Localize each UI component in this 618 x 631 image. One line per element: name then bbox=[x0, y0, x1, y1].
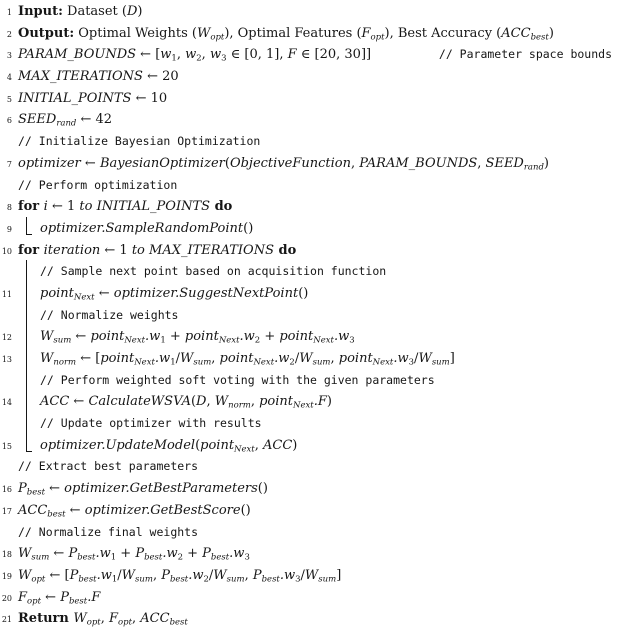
code-segment: , bbox=[254, 437, 263, 453]
code-segment: best bbox=[530, 32, 549, 43]
code-statement bbox=[12, 608, 188, 631]
code-segment: point bbox=[338, 351, 373, 366]
algo-line-11 bbox=[0, 218, 618, 240]
algo-line-27 bbox=[0, 565, 618, 587]
comment-text: // Update optimizer with results bbox=[40, 416, 262, 431]
algo-line-20 bbox=[0, 413, 618, 435]
code-segment: i bbox=[43, 199, 48, 215]
code-segment: ) bbox=[292, 437, 298, 453]
code-segment: optimizer.SampleRandomPoint bbox=[40, 220, 244, 236]
code-segment: point bbox=[279, 329, 314, 345]
code-segment: Next bbox=[134, 357, 155, 368]
code-segment: P bbox=[69, 567, 79, 583]
algo-line-13 bbox=[0, 261, 618, 283]
code-segment: point bbox=[90, 329, 125, 345]
code-segment: point bbox=[259, 394, 294, 410]
code-segment: ← 10 bbox=[131, 90, 168, 106]
code-segment: ), Optimal Features ( bbox=[224, 25, 362, 41]
code-segment: 2 bbox=[196, 53, 202, 64]
code-segment: norm bbox=[53, 357, 77, 368]
code-segment: best bbox=[169, 617, 188, 628]
code-segment: + bbox=[116, 546, 136, 562]
code-segment: , bbox=[132, 611, 141, 627]
code-segment: sum bbox=[312, 357, 331, 368]
code-segment: best bbox=[261, 574, 280, 585]
line-number: 13 bbox=[1, 355, 12, 364]
code-segment: ACC bbox=[263, 437, 293, 453]
comment-text: // Perform weighted soft voting with the given parameters bbox=[40, 372, 435, 387]
code-segment: ACC bbox=[18, 502, 48, 518]
code-segment: Next bbox=[218, 335, 240, 346]
line-number: 3 bbox=[6, 51, 12, 61]
code-segment: + bbox=[260, 329, 280, 345]
comment-line bbox=[12, 131, 260, 153]
algo-line-16 bbox=[0, 326, 618, 348]
code-segment: sum bbox=[431, 357, 450, 368]
code-segment: optimizer.GetBestScore bbox=[84, 502, 241, 518]
code-segment: opt bbox=[31, 574, 46, 585]
code-segment: point bbox=[200, 437, 235, 453]
code-segment: 2 bbox=[254, 335, 261, 346]
comment-line bbox=[12, 305, 178, 327]
line-number: 6 bbox=[6, 116, 12, 126]
code-statement bbox=[12, 196, 232, 218]
algo-line-28 bbox=[0, 587, 618, 609]
line-number: 7 bbox=[6, 159, 12, 169]
algo-line-9 bbox=[0, 175, 618, 197]
code-segment: P bbox=[18, 481, 27, 497]
comment-line bbox=[12, 370, 435, 392]
code-segment: / bbox=[117, 567, 122, 583]
code-segment: P bbox=[202, 546, 211, 562]
line-number: 4 bbox=[6, 73, 12, 83]
code-segment: do bbox=[210, 199, 233, 215]
comment-line bbox=[12, 261, 386, 283]
code-segment: point bbox=[184, 329, 219, 345]
algo-line-12 bbox=[0, 240, 618, 262]
code-segment: PARAM_BOUNDS bbox=[359, 155, 478, 171]
code-segment: w bbox=[209, 47, 222, 63]
code-segment: () bbox=[257, 481, 268, 497]
code-segment: Next bbox=[124, 335, 146, 346]
code-segment: Next bbox=[253, 357, 275, 368]
code-segment: best bbox=[78, 574, 97, 585]
code-segment: W bbox=[214, 394, 229, 410]
code-segment: w bbox=[160, 47, 172, 63]
algo-line-19 bbox=[0, 391, 618, 413]
code-segment: optimizer.GetBestParameters bbox=[64, 481, 258, 497]
code-segment: F bbox=[361, 25, 371, 41]
code-segment: P bbox=[252, 567, 262, 583]
code-segment: PARAM_BOUNDS bbox=[18, 47, 137, 63]
code-segment: opt bbox=[210, 32, 225, 43]
code-segment: ∈ [0, 1], bbox=[226, 47, 288, 63]
code-segment: , bbox=[330, 351, 339, 366]
code-segment: 2 bbox=[203, 574, 209, 585]
algo-line-17 bbox=[0, 348, 618, 370]
code-segment: 1 bbox=[110, 552, 117, 563]
code-segment: W bbox=[418, 351, 432, 366]
line-number: 12 bbox=[1, 333, 12, 343]
comment-text: // Normalize weights bbox=[40, 307, 179, 322]
code-segment: ), Best Accuracy ( bbox=[384, 25, 502, 41]
code-segment: sum bbox=[318, 574, 337, 585]
line-number: 11 bbox=[1, 289, 12, 299]
code-segment: .F bbox=[87, 589, 101, 605]
code-segment: 3 bbox=[221, 53, 227, 64]
code-segment: W bbox=[304, 567, 319, 583]
code-segment: / bbox=[414, 351, 419, 366]
code-segment: SEED bbox=[485, 155, 524, 171]
code-segment: for bbox=[18, 199, 44, 215]
code-segment: optimizer.UpdateModel bbox=[40, 437, 196, 453]
code-segment: iteration bbox=[43, 242, 101, 258]
code-segment: , bbox=[350, 155, 360, 171]
line-number: 5 bbox=[6, 94, 12, 104]
code-segment: .w bbox=[229, 546, 245, 562]
code-segment: W bbox=[73, 611, 87, 627]
algo-line-7 bbox=[0, 131, 618, 153]
code-segment: + bbox=[183, 546, 203, 562]
code-segment: F bbox=[18, 589, 28, 605]
code-segment: P bbox=[68, 546, 78, 562]
code-segment: () bbox=[243, 220, 254, 236]
algo-line-4 bbox=[0, 66, 618, 88]
code-statement bbox=[12, 1, 142, 23]
code-segment: / bbox=[175, 351, 180, 366]
code-segment: sum bbox=[135, 574, 153, 585]
line-number: 21 bbox=[1, 615, 12, 625]
code-segment: ← bbox=[65, 502, 85, 518]
code-segment: ← bbox=[41, 589, 61, 605]
code-segment: best bbox=[47, 509, 66, 520]
code-segment: do bbox=[274, 242, 297, 258]
comment-text: // Normalize final weights bbox=[18, 524, 199, 539]
code-segment: , bbox=[100, 611, 109, 627]
algo-line-23 bbox=[0, 478, 618, 500]
code-segment: Next bbox=[73, 292, 95, 303]
code-segment: .w bbox=[279, 567, 296, 583]
code-segment: sum bbox=[53, 335, 72, 346]
code-segment: P bbox=[161, 567, 170, 583]
algo-line-25 bbox=[0, 522, 618, 544]
code-segment: .w bbox=[154, 351, 171, 366]
code-segment: norm bbox=[228, 400, 251, 411]
algo-line-3 bbox=[0, 44, 618, 66]
code-segment: Next bbox=[293, 400, 314, 411]
algorithm-lines bbox=[0, 1, 618, 630]
code-segment: ← 1 bbox=[100, 242, 132, 258]
line-number: 16 bbox=[1, 485, 12, 495]
code-segment: ← 1 bbox=[47, 199, 80, 215]
code-segment: () bbox=[298, 285, 309, 301]
code-segment: P bbox=[60, 589, 69, 605]
code-segment: W bbox=[180, 351, 194, 366]
code-segment: best bbox=[68, 596, 88, 607]
code-segment: ( bbox=[224, 155, 230, 171]
code-segment: W bbox=[18, 567, 32, 583]
code-segment: ] bbox=[336, 567, 342, 583]
code-segment: Input: bbox=[18, 4, 63, 19]
comment-line bbox=[12, 456, 198, 478]
code-statement bbox=[12, 88, 167, 110]
code-segment: , bbox=[477, 155, 486, 171]
code-segment: for bbox=[18, 242, 44, 258]
code-segment: .F bbox=[313, 394, 327, 410]
code-segment: .w bbox=[188, 567, 204, 583]
code-segment: opt bbox=[370, 32, 385, 43]
code-segment: SEED bbox=[18, 112, 57, 128]
code-segment: .w bbox=[393, 351, 409, 366]
code-segment: ) bbox=[137, 4, 143, 19]
comment-text: // Extract best parameters bbox=[18, 459, 199, 474]
code-segment: / bbox=[208, 567, 214, 583]
algo-line-5 bbox=[0, 88, 618, 110]
code-segment: w bbox=[185, 47, 197, 63]
code-segment: W bbox=[18, 546, 32, 562]
algo-line-18 bbox=[0, 370, 618, 392]
algo-line-22 bbox=[0, 456, 618, 478]
code-segment: to bbox=[79, 199, 93, 215]
code-segment: sum bbox=[193, 357, 212, 368]
algo-line-21 bbox=[0, 435, 618, 457]
code-segment: P bbox=[135, 546, 145, 562]
code-segment: 1 bbox=[111, 574, 118, 585]
code-segment: .w bbox=[96, 567, 112, 583]
algo-line-26 bbox=[0, 543, 618, 565]
code-segment: best bbox=[26, 487, 45, 498]
code-segment: ← bbox=[71, 329, 91, 345]
code-segment: INITIAL_POINTS bbox=[96, 199, 211, 215]
code-segment: ] bbox=[449, 351, 455, 366]
code-segment: , bbox=[244, 567, 253, 583]
code-segment: .w bbox=[333, 329, 350, 345]
code-segment: 2 bbox=[289, 357, 295, 368]
code-segment: Optimal Weights ( bbox=[74, 25, 197, 41]
code-segment: sum bbox=[226, 574, 245, 585]
algo-line-6 bbox=[0, 109, 618, 131]
code-segment: ACC bbox=[40, 394, 70, 410]
comment-line bbox=[12, 522, 198, 544]
code-segment: .w bbox=[95, 546, 111, 562]
code-segment: , bbox=[176, 47, 186, 63]
code-segment: best bbox=[144, 552, 163, 563]
algo-line-1 bbox=[0, 1, 618, 23]
code-segment: Next bbox=[313, 335, 334, 346]
code-segment: to bbox=[131, 242, 145, 258]
code-segment: ACC bbox=[501, 25, 531, 41]
code-segment: opt bbox=[118, 617, 132, 628]
code-segment: 3 bbox=[408, 357, 415, 368]
code-segment: ← 42 bbox=[76, 112, 113, 128]
code-segment: MAX_ITERATIONS bbox=[149, 242, 274, 258]
comment-text: // Perform optimization bbox=[18, 177, 178, 192]
code-segment: .w bbox=[162, 546, 178, 562]
code-segment: best bbox=[210, 552, 230, 563]
code-segment: ← bbox=[45, 481, 65, 497]
code-segment: F bbox=[108, 611, 119, 627]
code-segment: ) bbox=[543, 155, 549, 171]
algo-line-15 bbox=[0, 305, 618, 327]
code-segment: point bbox=[100, 351, 135, 366]
code-segment: opt bbox=[86, 617, 101, 628]
code-segment: D bbox=[196, 394, 207, 410]
algo-line-29 bbox=[0, 608, 618, 630]
code-segment: point bbox=[40, 285, 74, 301]
code-segment: , bbox=[250, 394, 260, 410]
code-segment: W bbox=[40, 351, 54, 366]
code-segment: Next bbox=[372, 357, 394, 368]
code-segment: Dataset ( bbox=[62, 4, 127, 19]
code-segment: ← bbox=[49, 546, 69, 562]
code-segment: 1 bbox=[170, 357, 176, 368]
algo-line-14 bbox=[0, 283, 618, 305]
algo-line-10 bbox=[0, 196, 618, 218]
code-segment: Return bbox=[18, 611, 74, 627]
code-segment: W bbox=[121, 567, 136, 583]
code-segment: / bbox=[294, 351, 300, 366]
code-segment: 2 bbox=[177, 552, 183, 563]
code-statement bbox=[12, 240, 296, 262]
comment-text: // Sample next point based on acquisition function bbox=[40, 264, 387, 279]
code-segment: point bbox=[219, 351, 254, 366]
code-segment: 3 bbox=[349, 335, 355, 346]
code-segment: Output: bbox=[18, 25, 75, 41]
code-segment: INITIAL_POINTS bbox=[18, 90, 132, 106]
comment-text: // Initialize Bayesian Optimization bbox=[18, 134, 261, 149]
comment-line bbox=[12, 413, 262, 435]
line-number: 9 bbox=[6, 224, 12, 234]
code-segment: ∈ [20, 30]] bbox=[296, 47, 372, 63]
code-segment: MAX_ITERATIONS bbox=[18, 69, 143, 85]
algo-line-24 bbox=[0, 500, 618, 522]
code-segment: rand bbox=[56, 118, 77, 129]
line-number: 19 bbox=[1, 571, 12, 581]
code-segment: 3 bbox=[295, 574, 301, 585]
code-segment: ) bbox=[548, 25, 554, 41]
line-number: 15 bbox=[1, 441, 12, 451]
line-number: 10 bbox=[1, 246, 12, 256]
code-segment: F bbox=[287, 47, 297, 63]
code-segment: BayesianOptimizer bbox=[99, 155, 225, 171]
code-segment: ) bbox=[326, 394, 332, 410]
comment-line bbox=[12, 175, 177, 197]
code-segment: best bbox=[169, 574, 189, 585]
code-segment: W bbox=[213, 567, 227, 583]
code-segment: ← bbox=[69, 394, 89, 410]
code-segment: best bbox=[77, 552, 96, 563]
code-segment: , bbox=[152, 567, 162, 583]
line-number: 1 bbox=[6, 8, 12, 17]
code-segment: D bbox=[126, 4, 138, 19]
code-segment: 1 bbox=[160, 335, 166, 346]
code-statement bbox=[12, 218, 253, 240]
code-segment: ← bbox=[94, 285, 114, 301]
code-segment: Next bbox=[234, 444, 255, 455]
code-segment: 1 bbox=[171, 53, 177, 64]
line-number: 8 bbox=[6, 203, 12, 213]
code-segment: / bbox=[300, 567, 305, 583]
code-segment: opt bbox=[27, 596, 42, 607]
code-segment: ← 20 bbox=[142, 69, 179, 85]
code-segment: .w bbox=[145, 329, 161, 345]
code-segment: rand bbox=[523, 162, 544, 173]
code-segment: W bbox=[196, 25, 211, 41]
code-segment: ( bbox=[190, 394, 197, 410]
code-segment: ACC bbox=[140, 611, 170, 627]
line-number: 14 bbox=[1, 398, 12, 408]
algo-line-8 bbox=[0, 153, 618, 175]
code-segment: W bbox=[299, 351, 313, 366]
code-segment: CalculateWSVA bbox=[88, 394, 191, 410]
code-segment: ObjectiveFunction bbox=[229, 155, 351, 171]
code-segment: () bbox=[240, 502, 251, 518]
code-segment: , bbox=[201, 47, 210, 63]
code-segment: W bbox=[40, 329, 54, 345]
code-segment: ← [ bbox=[136, 47, 161, 63]
code-segment: + bbox=[165, 329, 185, 345]
code-segment: .w bbox=[274, 351, 290, 366]
line-number: 18 bbox=[1, 550, 12, 560]
code-segment: ← [ bbox=[45, 567, 70, 583]
code-segment: , bbox=[211, 351, 220, 366]
code-segment: ← [ bbox=[76, 351, 101, 366]
code-segment: sum bbox=[31, 552, 50, 563]
code-segment: .w bbox=[239, 329, 255, 345]
algo-line-2 bbox=[0, 23, 618, 45]
code-segment: ← bbox=[80, 155, 100, 171]
code-statement bbox=[12, 66, 179, 88]
line-number: 17 bbox=[1, 506, 12, 516]
code-segment: optimizer bbox=[18, 155, 81, 171]
line-number: 2 bbox=[6, 29, 12, 39]
code-segment: ( bbox=[195, 437, 201, 453]
code-segment: optimizer.SuggestNextPoint bbox=[113, 285, 299, 301]
line-number: 20 bbox=[1, 593, 12, 603]
inline-right-comment: // Parameter space bounds bbox=[438, 47, 612, 62]
code-segment: , bbox=[206, 394, 215, 410]
code-segment: 3 bbox=[244, 552, 250, 563]
